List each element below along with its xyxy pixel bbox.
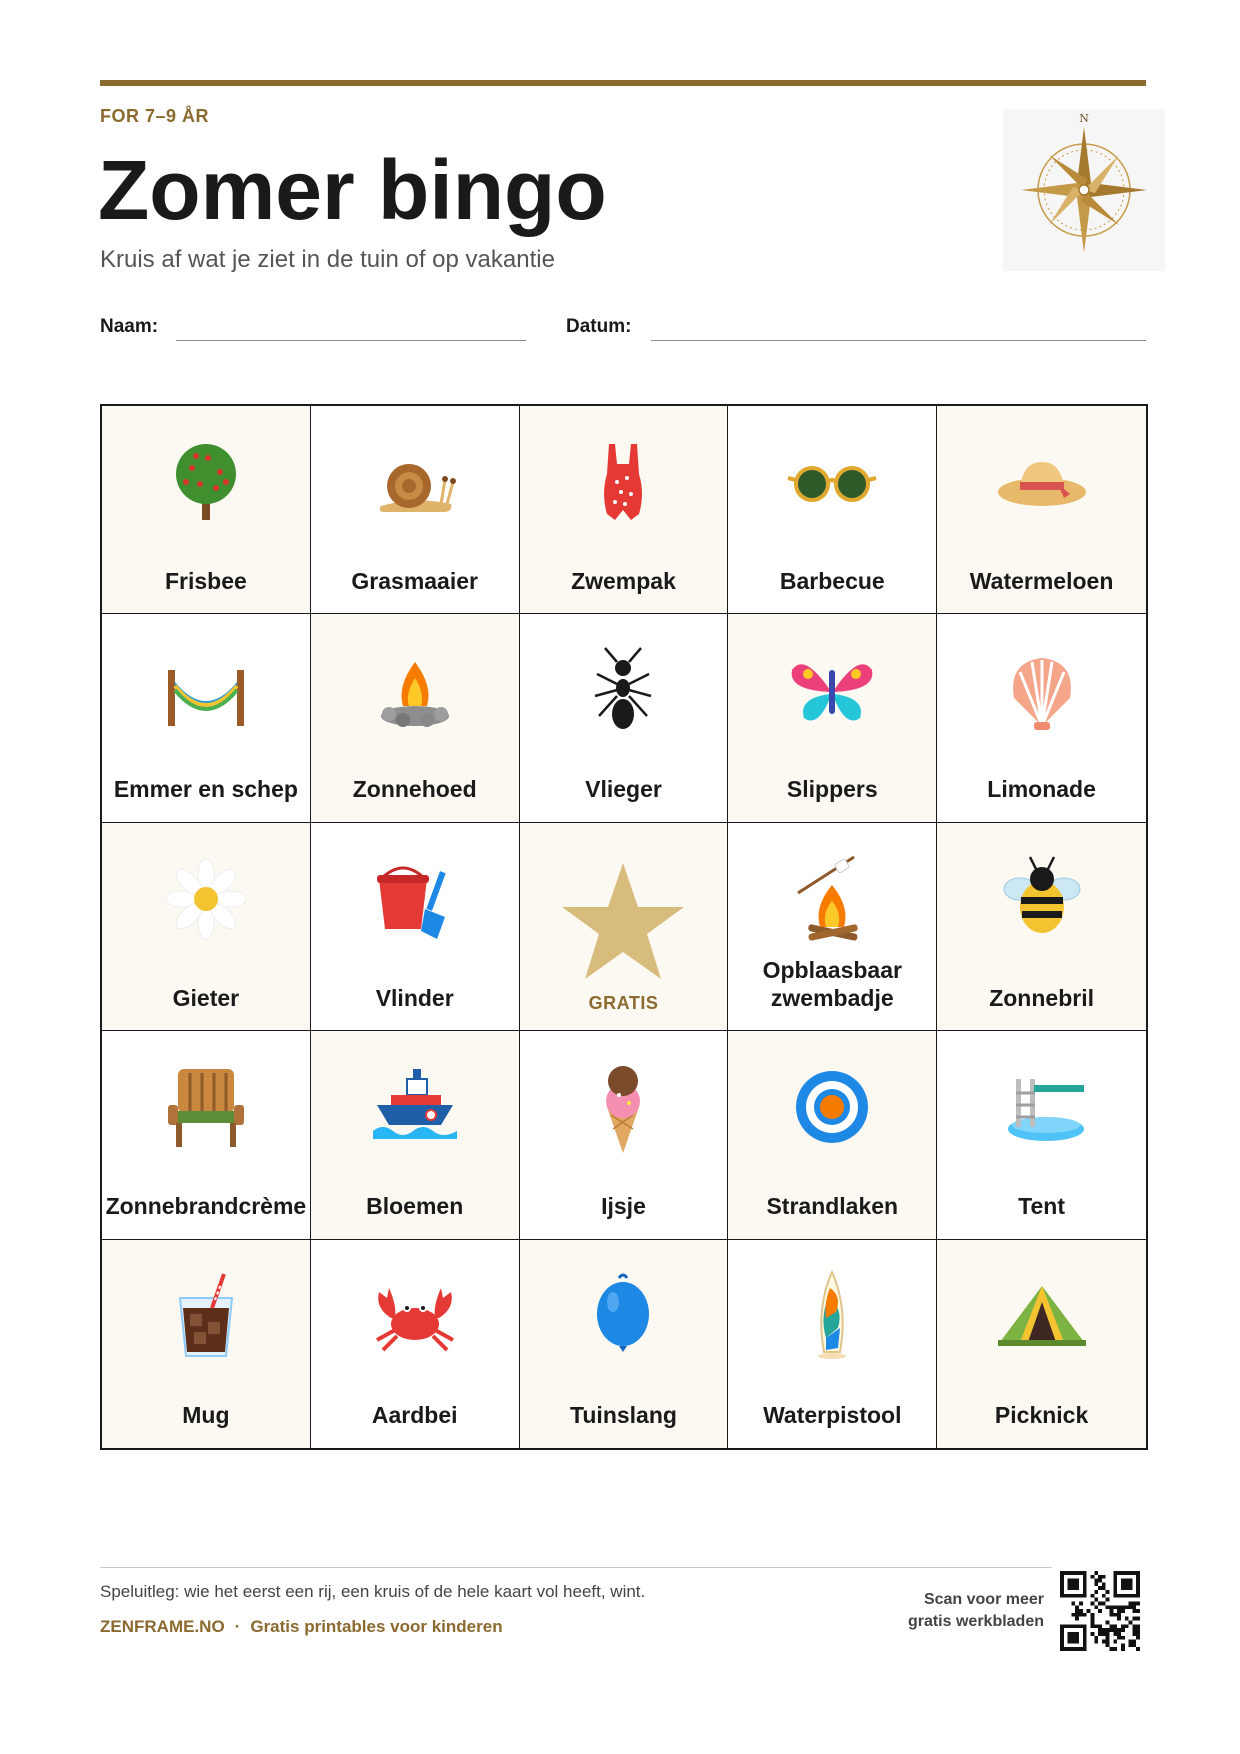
page-subtitle: Kruis af wat je ziet in de tuin of op vakantie <box>100 246 555 273</box>
marshmallow-campfire-icon <box>784 851 880 947</box>
butterfly-icon <box>784 642 880 738</box>
bingo-cell[interactable] <box>728 1031 937 1239</box>
page-title: Zomer bingo <box>98 143 607 237</box>
cola-glass-icon <box>158 1268 254 1364</box>
ice-cream-icon <box>575 1059 671 1155</box>
bingo-cell-label: Zonnehoed <box>352 776 477 803</box>
seashell-icon <box>994 642 1090 738</box>
bingo-cell-label: Ijsje <box>601 1193 646 1219</box>
brand-line <box>100 1617 503 1637</box>
tent-icon <box>994 1268 1090 1364</box>
bucket-spade-icon <box>367 851 463 947</box>
scan-text <box>908 1589 1044 1632</box>
bingo-cell[interactable] <box>520 614 729 822</box>
sunglasses-icon <box>784 434 880 530</box>
sun-hat-icon <box>994 434 1090 530</box>
footer-divider <box>100 1567 1052 1568</box>
chair-icon <box>158 1059 254 1155</box>
bingo-cell-label: Gieter <box>172 984 240 1011</box>
bingo-cell-label: Limonade <box>987 776 1096 803</box>
bingo-grid <box>100 404 1148 1450</box>
bingo-cell[interactable] <box>102 1031 311 1239</box>
bingo-cell[interactable] <box>728 823 937 1031</box>
date-line[interactable] <box>651 340 1146 341</box>
bingo-cell[interactable] <box>311 823 520 1031</box>
bingo-cell[interactable] <box>937 1031 1146 1239</box>
age-tag: FOR 7–9 ÅR <box>100 106 210 126</box>
bingo-cell[interactable] <box>311 406 520 614</box>
bingo-cell-label: Waterpistool <box>763 1402 902 1429</box>
bingo-cell-label: Emmer en schep <box>113 776 298 803</box>
bingo-cell[interactable] <box>728 1240 937 1448</box>
pool-ladder-icon <box>994 1059 1090 1155</box>
date-label: Datum: <box>566 316 632 337</box>
bingo-cell-label: Zonnebril <box>989 984 1094 1011</box>
bingo-cell-label: GRATIS <box>588 992 659 1013</box>
bingo-cell[interactable] <box>102 406 311 614</box>
bingo-cell[interactable] <box>937 1240 1146 1448</box>
crab-icon <box>367 1268 463 1364</box>
bingo-cell[interactable] <box>728 406 937 614</box>
tree-icon <box>158 434 254 530</box>
scan-line-1: Scan voor meer <box>923 1591 1044 1608</box>
bingo-cell[interactable] <box>728 614 937 822</box>
bingo-cell[interactable] <box>102 823 311 1031</box>
hammock-icon <box>158 642 254 738</box>
game-rules: Speluitleg: wie het eerst een rij, een kruis of de hele kaart vol heeft, wint. <box>100 1582 646 1601</box>
campfire-icon <box>367 642 463 738</box>
balloon-icon <box>575 1268 671 1364</box>
bingo-cell-label: Opblaasbaar zwembadje <box>762 957 902 1011</box>
bingo-cell[interactable] <box>102 614 311 822</box>
snail-icon <box>367 434 463 530</box>
bingo-cell[interactable] <box>311 1240 520 1448</box>
bingo-cell-label: Frisbee <box>164 567 247 594</box>
bingo-cell-label: Strandlaken <box>766 1193 899 1219</box>
bingo-cell[interactable] <box>520 1240 729 1448</box>
bingo-cell-label: Picknick <box>994 1402 1089 1429</box>
ant-icon <box>575 642 671 738</box>
bingo-cell-label: Aardbei <box>371 1402 458 1429</box>
bingo-cell[interactable] <box>937 823 1146 1031</box>
bingo-cell[interactable] <box>937 406 1146 614</box>
daisy-icon <box>158 851 254 947</box>
star-icon <box>558 859 688 989</box>
bingo-cell-label: Watermeloen <box>969 567 1114 594</box>
compass-north-label: N <box>1079 112 1089 125</box>
bingo-cell[interactable] <box>520 406 729 614</box>
swim-ring-icon <box>784 1059 880 1155</box>
name-line[interactable] <box>176 340 526 341</box>
bingo-cell-label: Tent <box>1018 1193 1066 1219</box>
bingo-cell-label: Bloemen <box>366 1193 464 1219</box>
bingo-cell-free[interactable] <box>520 823 729 1031</box>
top-rule <box>100 80 1146 86</box>
bingo-cell[interactable] <box>520 1031 729 1239</box>
bingo-cell-label: Tuinslang <box>570 1402 677 1429</box>
surfboard-icon <box>784 1268 880 1364</box>
bingo-cell-label: Zwempak <box>571 567 676 594</box>
name-label: Naam: <box>100 316 159 337</box>
swimsuit-icon <box>575 434 671 530</box>
brand-tagline: Gratis printables voor kinderen <box>250 1617 503 1636</box>
bee-icon <box>994 851 1090 947</box>
bingo-cell-label: Zonnebrandcrème <box>105 1193 307 1219</box>
bingo-cell-label: Slippers <box>786 776 878 803</box>
brand-name[interactable]: ZENFRAME.NO <box>100 1617 225 1636</box>
bingo-cell-label: Mug <box>182 1402 230 1429</box>
compass-rose-icon <box>1003 109 1165 271</box>
bingo-cell[interactable] <box>102 1240 311 1448</box>
bingo-cell-label: Vlinder <box>375 984 454 1011</box>
bingo-cell[interactable] <box>311 614 520 822</box>
bingo-cell[interactable] <box>311 1031 520 1239</box>
bingo-cell[interactable] <box>937 614 1146 822</box>
boat-icon <box>367 1059 463 1155</box>
qr-code-icon[interactable] <box>1060 1571 1140 1651</box>
bingo-cell-label: Vlieger <box>585 776 662 803</box>
bingo-cell-label: Barbecue <box>779 567 885 594</box>
bingo-cell-label: Grasmaaier <box>351 567 478 594</box>
brand-separator: · <box>234 1617 241 1636</box>
scan-line-2: gratis werkbladen <box>907 1612 1044 1630</box>
